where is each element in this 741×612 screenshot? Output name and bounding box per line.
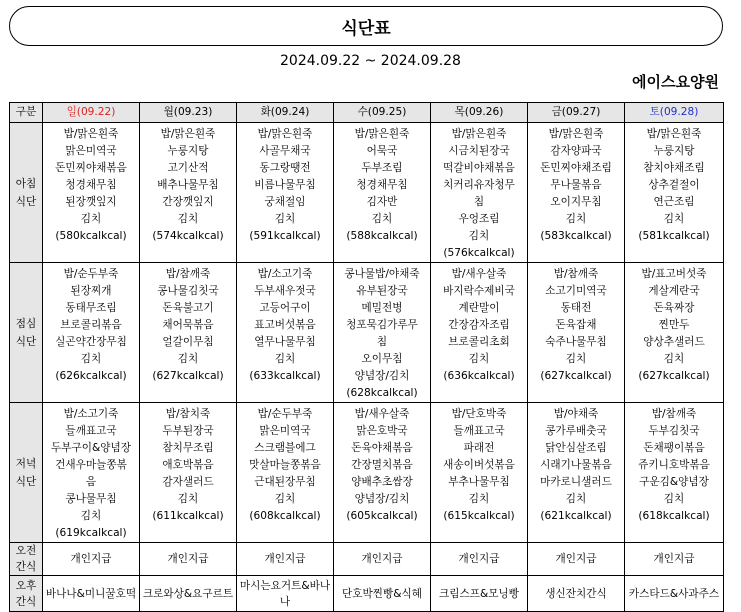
menu-item: 김치 xyxy=(177,493,199,505)
menu-item: 얼갈이무침 xyxy=(162,336,214,348)
menu-cell xyxy=(334,263,431,403)
morning-snack-row xyxy=(10,543,724,576)
menu-item: 청포묵김가루무 xyxy=(346,319,418,331)
menu-item: 음 xyxy=(85,476,97,488)
menu-item: 양배추초쌈장 xyxy=(351,476,413,488)
menu-item: 맛살마늘쫑볶음 xyxy=(249,459,321,471)
menu-cell xyxy=(43,263,140,403)
menu-item: 김치 xyxy=(274,213,296,225)
snack-cell xyxy=(43,576,140,612)
snack-cell xyxy=(528,576,625,612)
menu-item: 청경채무침 xyxy=(356,179,408,191)
snack-cell xyxy=(237,543,334,576)
menu-item: 치커리유자청무 xyxy=(443,179,515,191)
menu-item: 새송이버섯볶음 xyxy=(443,459,515,471)
menu-item: 된장찌개 xyxy=(70,285,112,297)
menu-item: 밥/참치죽 xyxy=(165,408,211,420)
menu-item: 바지락수제비국 xyxy=(443,285,515,297)
snack-item: 개인지급 xyxy=(264,553,306,565)
menu-cell xyxy=(43,123,140,263)
menu-item: 김치 xyxy=(565,353,587,365)
menu-item: 콩나물김칫국 xyxy=(157,285,219,297)
menu-item: 오이무침 xyxy=(361,353,403,365)
menu-item: (621kcalkcal) xyxy=(540,510,612,522)
menu-item: 밥/야채죽 xyxy=(553,408,599,420)
day-header-fri: 금(09.27) xyxy=(528,103,625,123)
menu-cell xyxy=(528,403,625,543)
menu-item: 상추겉절이 xyxy=(648,179,700,191)
row-label xyxy=(10,543,43,576)
menu-item: 두부조림 xyxy=(361,162,403,174)
menu-item: 김치 xyxy=(80,353,102,365)
menu-item: 채어묵볶음 xyxy=(162,319,214,331)
menu-cell xyxy=(237,263,334,403)
snack-cell xyxy=(140,576,237,612)
menu-item: 닭안심살조림 xyxy=(545,442,607,454)
menu-item: (618kcalkcal) xyxy=(638,510,710,522)
lunch-row xyxy=(10,263,724,403)
menu-item: 궁채절임 xyxy=(264,196,306,208)
menu-item: 김치 xyxy=(468,230,490,242)
menu-item: 밥/순두부죽 xyxy=(63,268,119,280)
snack-item: 개인지급 xyxy=(458,553,500,565)
row-label-line: 식단 xyxy=(15,335,37,348)
menu-item: 떡갈비야채볶음 xyxy=(443,162,515,174)
menu-cell xyxy=(431,263,528,403)
menu-item: 우엉조림 xyxy=(458,213,500,225)
menu-item: 김치 xyxy=(177,353,199,365)
menu-item: 연근조림 xyxy=(653,196,695,208)
row-label-line: 간식 xyxy=(15,561,37,573)
menu-item: 들깨표고국 xyxy=(65,425,117,437)
menu-item: 밥/참깨죽 xyxy=(553,268,599,280)
snack-item: 개인지급 xyxy=(70,553,112,565)
menu-item: (627kcalkcal) xyxy=(540,370,612,382)
day-header-sun: 일(09.22) xyxy=(43,103,140,123)
menu-item: (580kcalkcal) xyxy=(55,230,127,242)
menu-item: 부추나물무침 xyxy=(448,476,510,488)
menu-item: 밥/맑은흰죽 xyxy=(354,128,410,140)
menu-item: 배추나물무침 xyxy=(157,179,219,191)
day-header-tue: 화(09.24) xyxy=(237,103,334,123)
menu-item: (636kcalkcal) xyxy=(443,370,515,382)
menu-item: 소고기미역국 xyxy=(545,285,607,297)
menu-item: 밥/참깨죽 xyxy=(651,408,697,420)
menu-item: 김치 xyxy=(274,353,296,365)
menu-item: 스크램블에그 xyxy=(254,442,316,454)
menu-item: 김치 xyxy=(468,493,490,505)
menu-item: (576kcalkcal) xyxy=(443,247,515,259)
menu-item: 유부된장국 xyxy=(356,285,408,297)
row-label-line: 간식 xyxy=(15,595,37,608)
menu-item: 비름나물무침 xyxy=(254,179,316,191)
menu-item: 열무나물무침 xyxy=(254,336,316,348)
menu-item: 김자반 xyxy=(366,196,398,208)
menu-item: 밥/새우살죽 xyxy=(354,408,410,420)
menu-item: 표고버섯볶음 xyxy=(254,319,316,331)
row-label-line: 저녁 xyxy=(15,457,37,470)
row-label xyxy=(10,263,43,403)
menu-item: 간장감자조림 xyxy=(448,319,510,331)
menu-item: 브로콜리초회 xyxy=(448,336,510,348)
menu-item: 김치 xyxy=(565,493,587,505)
row-label-line: 점심 xyxy=(15,317,37,330)
menu-item: 돈민찌야채조림 xyxy=(540,162,612,174)
menu-item: (574kcalkcal) xyxy=(152,230,224,242)
menu-item: 양념장/김치 xyxy=(354,370,410,382)
menu-item: 밥/참깨죽 xyxy=(165,268,211,280)
menu-cell xyxy=(237,403,334,543)
menu-item: 두부김칫국 xyxy=(648,425,700,437)
row-label-line: 식단 xyxy=(15,195,37,208)
menu-item: 밥/맑은흰죽 xyxy=(451,128,507,140)
snack-cell xyxy=(237,576,334,612)
menu-item: 근대된장무침 xyxy=(254,476,316,488)
page-title: 식단표 xyxy=(341,18,391,39)
row-label-line: 오전 xyxy=(15,545,37,557)
menu-item: 구운김&양념장 xyxy=(639,476,709,488)
menu-item: 콩나물무침 xyxy=(65,493,117,505)
menu-item: 밥/표고버섯죽 xyxy=(641,268,707,280)
menu-item: 된장깻잎지 xyxy=(65,196,117,208)
menu-item: 감자양파국 xyxy=(550,145,602,157)
snack-item: 단호박찐빵&식혜 xyxy=(342,587,422,600)
menu-item: 밥/소고기죽 xyxy=(257,268,313,280)
snack-item: 바나나&미니꿀호떡 xyxy=(45,587,137,600)
snack-cell xyxy=(431,543,528,576)
menu-item: 브로콜리볶음 xyxy=(60,319,122,331)
menu-item: 동그랑땡전 xyxy=(259,162,311,174)
menu-item: (611kcalkcal) xyxy=(152,510,224,522)
menu-item: 간장멸치볶음 xyxy=(351,459,413,471)
menu-item: 김치 xyxy=(371,213,393,225)
menu-cell xyxy=(625,123,724,263)
menu-item: 콩가루배춧국 xyxy=(545,425,607,437)
menu-item: 동태전 xyxy=(560,302,592,314)
menu-cell xyxy=(431,123,528,263)
menu-item: 밥/맑은흰죽 xyxy=(646,128,702,140)
menu-item: 무나물볶음 xyxy=(550,179,602,191)
menu-item: 밥/맑은흰죽 xyxy=(548,128,604,140)
snack-item: 생신잔치간식 xyxy=(545,587,607,600)
snack-cell xyxy=(334,543,431,576)
menu-item: 밥/새우살죽 xyxy=(451,268,507,280)
menu-item: 돈민찌야채볶음 xyxy=(55,162,127,174)
row-label xyxy=(10,403,43,543)
menu-item: 누룽지탕 xyxy=(653,145,695,157)
menu-item: 돈육잡채 xyxy=(555,319,597,331)
menu-item: 두부된장국 xyxy=(162,425,214,437)
menu-item: (583kcalkcal) xyxy=(540,230,612,242)
menu-cell xyxy=(140,123,237,263)
menu-item: 메밀전병 xyxy=(361,302,403,314)
menu-item: 돈채팽이볶음 xyxy=(643,442,705,454)
snack-item: 개인지급 xyxy=(167,553,209,565)
menu-cell xyxy=(528,123,625,263)
row-label-line: 아침 xyxy=(15,177,37,190)
header-row xyxy=(10,103,724,123)
menu-item: 김치 xyxy=(468,353,490,365)
snack-cell xyxy=(528,543,625,576)
menu-item: 밥/소고기죽 xyxy=(63,408,119,420)
menu-cell xyxy=(334,123,431,263)
weekly-menu-table xyxy=(9,102,724,612)
menu-item: (605kcalkcal) xyxy=(346,510,418,522)
snack-cell xyxy=(140,543,237,576)
snack-item: 개인지급 xyxy=(361,553,403,565)
menu-item: 밥/맑은흰죽 xyxy=(257,128,313,140)
menu-item: 돈육야채볶음 xyxy=(351,442,413,454)
menu-cell xyxy=(237,123,334,263)
dinner-row xyxy=(10,403,724,543)
menu-item: 감자샐러드 xyxy=(162,476,214,488)
menu-cell xyxy=(43,403,140,543)
snack-cell xyxy=(43,543,140,576)
menu-item: 누룽지탕 xyxy=(167,145,209,157)
menu-item: 건새우마늘쫑볶 xyxy=(55,459,127,471)
row-label-line: 식단 xyxy=(15,475,37,488)
menu-item: 동태무조림 xyxy=(65,302,117,314)
row-label xyxy=(10,123,43,263)
menu-item: 게살계란국 xyxy=(648,285,700,297)
menu-item: (615kcalkcal) xyxy=(443,510,515,522)
corner-header: 구분 xyxy=(10,103,43,123)
snack-item: 개인지급 xyxy=(653,553,695,565)
menu-item: 김치 xyxy=(274,493,296,505)
menu-item: 맑은미역국 xyxy=(65,145,117,157)
menu-item: 김치 xyxy=(663,353,685,365)
menu-item: 두부새우젓국 xyxy=(254,285,316,297)
menu-item: 밥/단호박죽 xyxy=(451,408,507,420)
menu-item: 밥/맑은흰죽 xyxy=(160,128,216,140)
menu-item: (633kcalkcal) xyxy=(249,370,321,382)
menu-item: 양념장/김치 xyxy=(354,493,410,505)
menu-item: (619kcalkcal) xyxy=(55,527,127,539)
breakfast-row xyxy=(10,123,724,263)
menu-item: 김치 xyxy=(80,213,102,225)
snack-cell xyxy=(431,576,528,612)
menu-title-box xyxy=(9,6,723,46)
menu-item: (626kcalkcal) xyxy=(55,370,127,382)
facility-name: 에이스요양원 xyxy=(632,73,719,91)
menu-item: 청경채무침 xyxy=(65,179,117,191)
menu-item: 김치 xyxy=(565,213,587,225)
row-label-line: 오후 xyxy=(15,579,37,592)
menu-cell xyxy=(625,403,724,543)
menu-item: 돈육불고기 xyxy=(162,302,214,314)
menu-item: 찐만두 xyxy=(658,319,690,331)
menu-item: 침 xyxy=(376,336,388,348)
day-header-sat: 토(09.28) xyxy=(625,103,724,123)
menu-item: 참치무조림 xyxy=(162,442,214,454)
snack-item: 크림스프&모닝빵 xyxy=(439,587,519,600)
menu-item: 들깨표고국 xyxy=(453,425,505,437)
menu-item: 시금치된장국 xyxy=(448,145,510,157)
row-label xyxy=(10,576,43,612)
snack-cell xyxy=(625,543,724,576)
menu-item: 김치 xyxy=(80,510,102,522)
menu-cell xyxy=(625,263,724,403)
menu-item: 마카로니샐러드 xyxy=(540,476,612,488)
menu-cell xyxy=(140,263,237,403)
day-header-wed: 수(09.25) xyxy=(334,103,431,123)
menu-period: 2024.09.22 ~ 2024.09.28 xyxy=(280,53,461,69)
menu-item: (591kcalkcal) xyxy=(249,230,321,242)
afternoon-snack-row xyxy=(10,576,724,612)
snack-cell xyxy=(625,576,724,612)
snack-item: 카스타드&사과주스 xyxy=(628,587,720,600)
menu-item: 간장깻잎지 xyxy=(162,196,214,208)
menu-item: (627kcalkcal) xyxy=(152,370,224,382)
menu-item: (628kcalkcal) xyxy=(346,387,418,399)
menu-item: 양상추샐러드 xyxy=(643,336,705,348)
menu-item: 쥬키니호박볶음 xyxy=(638,459,710,471)
menu-item: 고등어구이 xyxy=(259,302,311,314)
menu-item: 오이지무침 xyxy=(550,196,602,208)
menu-cell xyxy=(334,403,431,543)
menu-item: 숙주나물무침 xyxy=(545,336,607,348)
menu-item: (588kcalkcal) xyxy=(346,230,418,242)
menu-item: 김치 xyxy=(177,213,199,225)
menu-cell xyxy=(431,403,528,543)
menu-item: 밥/맑은흰죽 xyxy=(63,128,119,140)
menu-item: 침 xyxy=(473,196,485,208)
menu-item: (608kcalkcal) xyxy=(249,510,321,522)
menu-item: 김치 xyxy=(663,493,685,505)
menu-item: 맑은미역국 xyxy=(259,425,311,437)
menu-item: 어묵국 xyxy=(366,145,398,157)
menu-item: 사골무채국 xyxy=(259,145,311,157)
menu-item: 애호박볶음 xyxy=(162,459,214,471)
menu-item: 참치야채조림 xyxy=(643,162,705,174)
menu-item: 두부구이&양념장 xyxy=(51,442,131,454)
menu-item: 맑은호박국 xyxy=(356,425,408,437)
menu-item: 파래전 xyxy=(463,442,495,454)
day-header-thu: 목(09.26) xyxy=(431,103,528,123)
snack-item: 개인지급 xyxy=(555,553,597,565)
menu-item: (627kcalkcal) xyxy=(638,370,710,382)
menu-item: 김치 xyxy=(663,213,685,225)
day-header-mon: 월(09.23) xyxy=(140,103,237,123)
menu-item: 시래기나물볶음 xyxy=(540,459,612,471)
menu-cell xyxy=(528,263,625,403)
menu-item: 고기산적 xyxy=(167,162,209,174)
menu-item: 계란말이 xyxy=(458,302,500,314)
menu-cell xyxy=(140,403,237,543)
snack-item: 마시는요거트&바나나 xyxy=(239,579,331,608)
snack-item: 크로와상&요구르트 xyxy=(142,587,234,600)
menu-item: 돈육짜장 xyxy=(653,302,695,314)
menu-item: 콩나물밥/야채죽 xyxy=(344,268,420,280)
menu-item: 밥/순두부죽 xyxy=(257,408,313,420)
snack-cell xyxy=(334,576,431,612)
menu-item: 실곤약간장무침 xyxy=(55,336,127,348)
menu-item: (581kcalkcal) xyxy=(638,230,710,242)
